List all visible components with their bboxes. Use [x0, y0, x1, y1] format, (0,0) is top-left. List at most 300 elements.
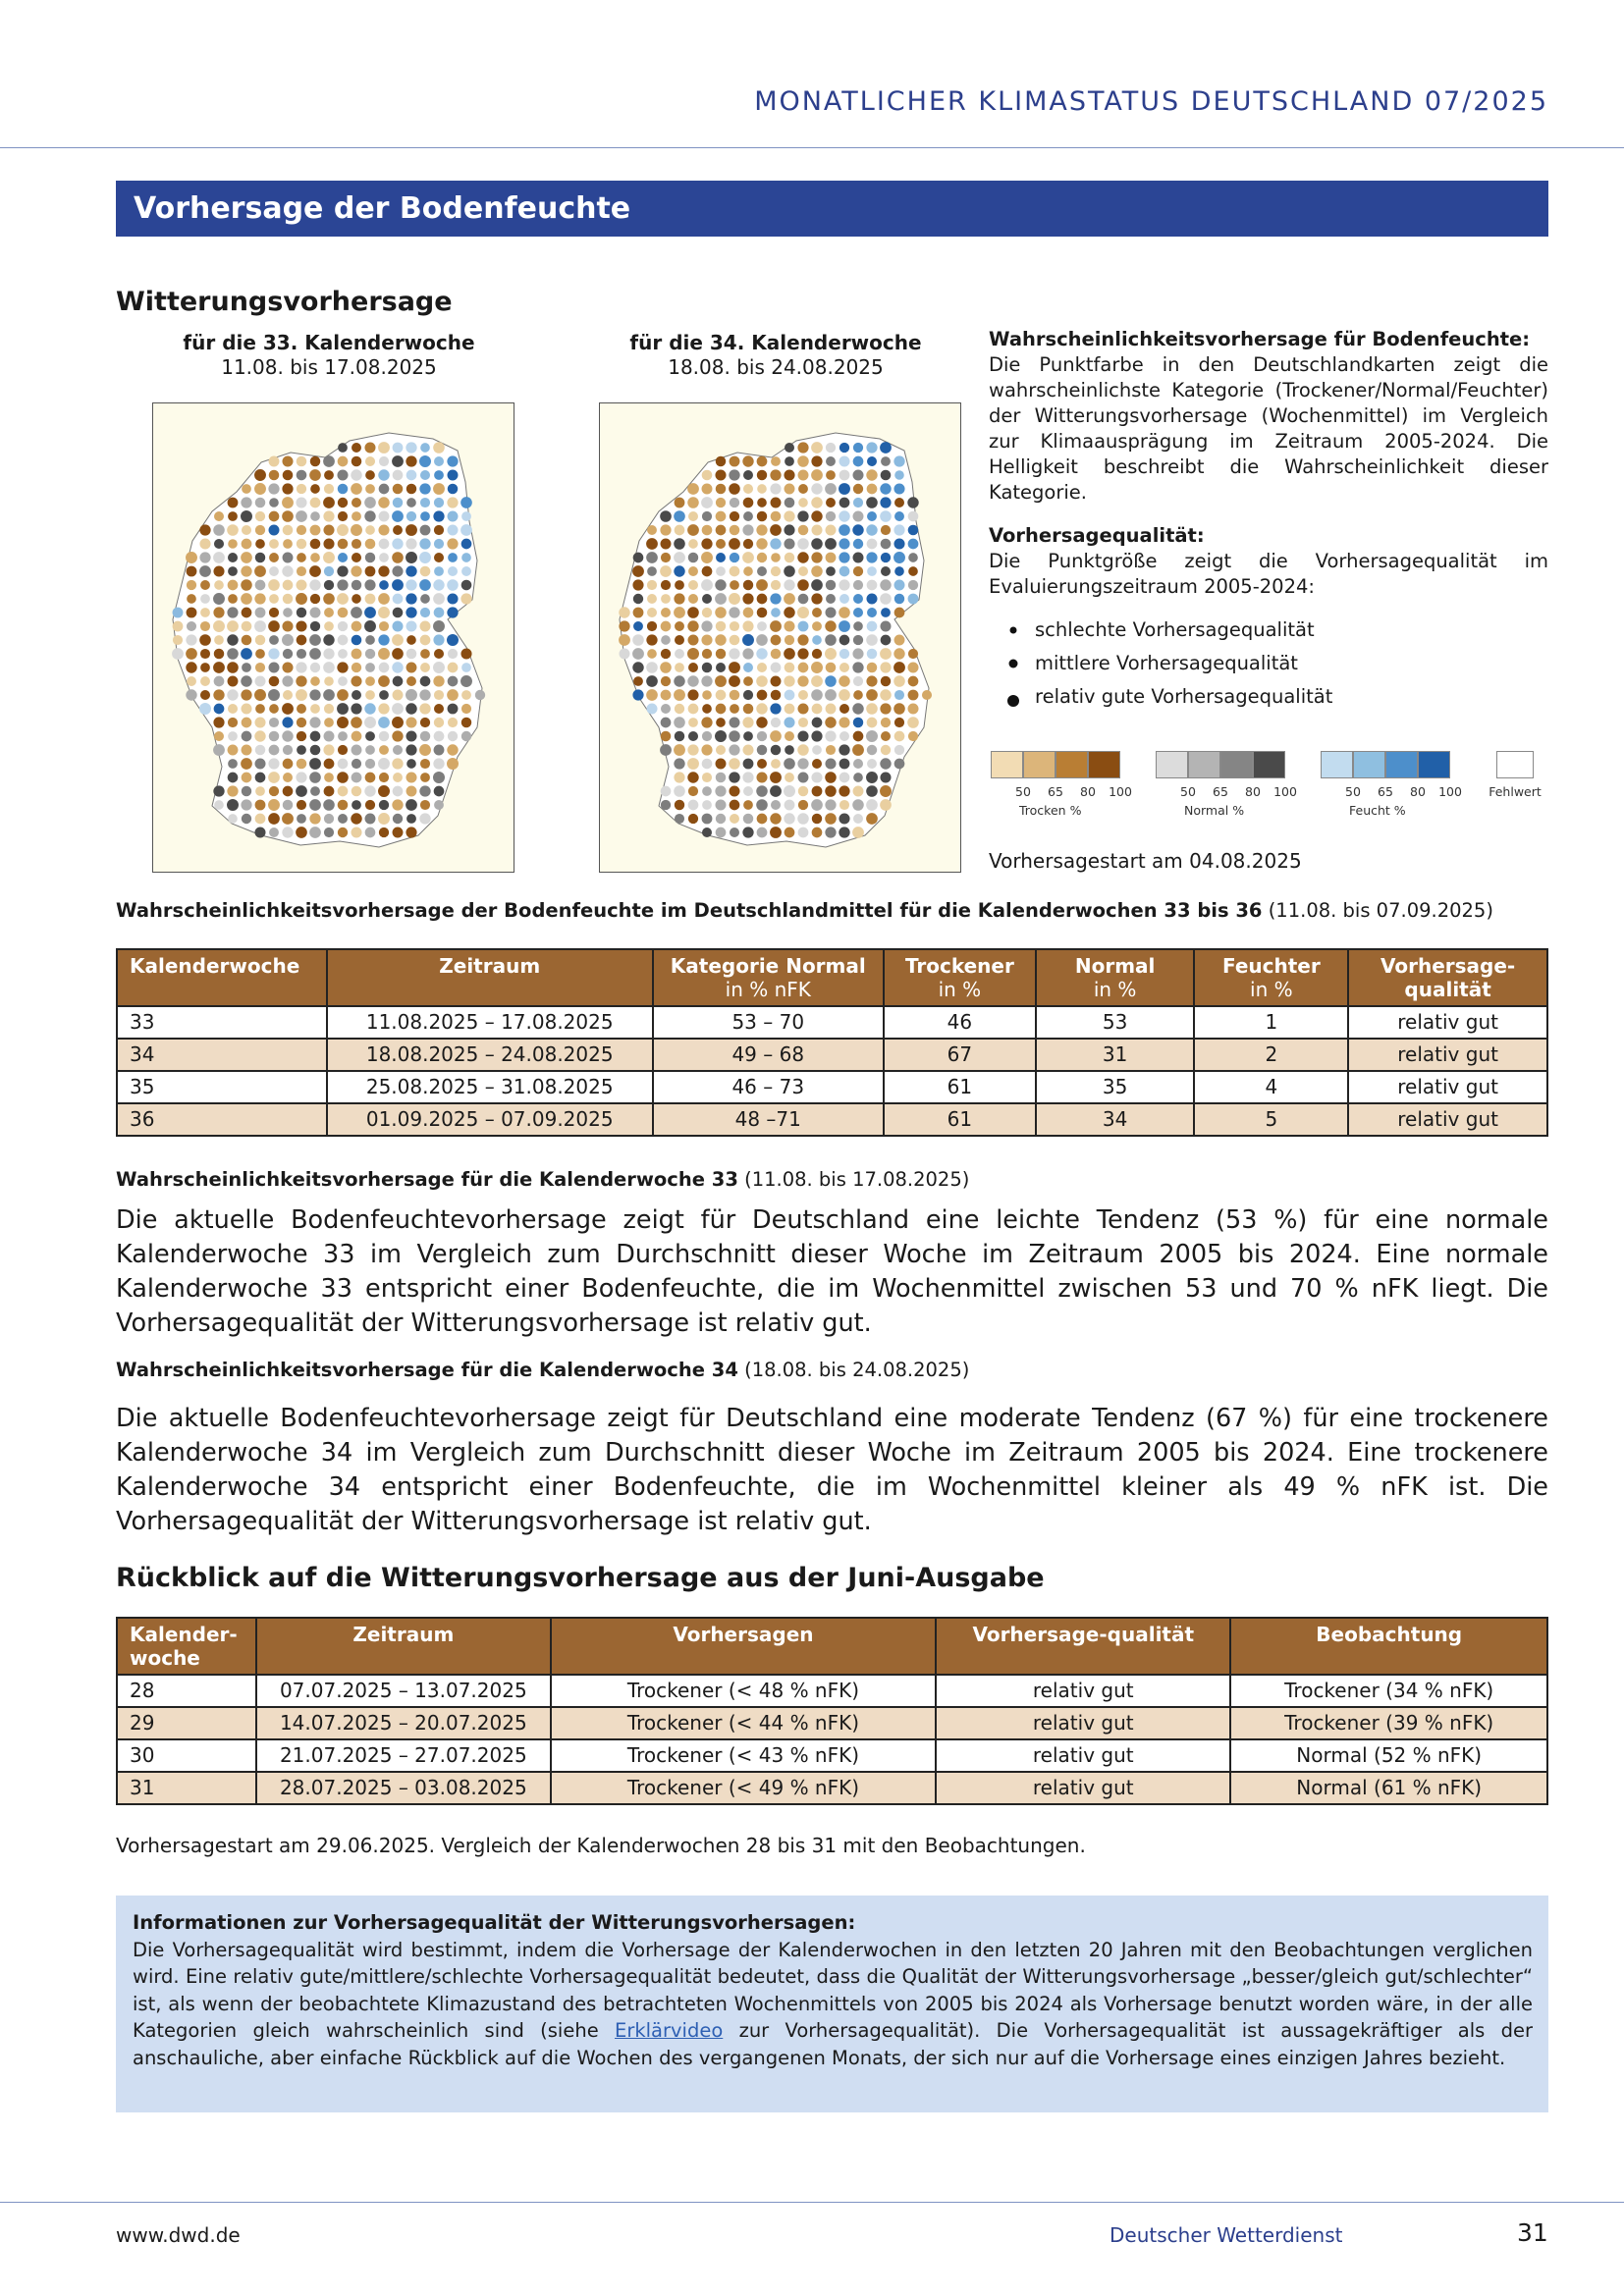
forecast-dot [770, 469, 781, 480]
forecast-dot [227, 648, 239, 660]
forecast-dot [797, 648, 808, 659]
forecast-dot [364, 703, 375, 714]
forecast-dot [420, 800, 430, 810]
forecast-dot [798, 470, 809, 481]
colorbar-tick: 65 [1048, 784, 1063, 799]
forecast-dot [406, 717, 416, 727]
forecast-dot [460, 648, 471, 659]
forecast-dot [323, 538, 334, 549]
forecast-dot [715, 593, 727, 605]
forecast-dot [282, 730, 293, 741]
review-cell: 14.07.2025 – 20.07.2025 [256, 1707, 551, 1739]
forecast-dot [757, 828, 768, 838]
review-row [117, 1675, 1547, 1707]
forecast-dot [784, 565, 795, 577]
forecast-dot [420, 470, 430, 480]
forecast-dot [269, 786, 279, 796]
review-cell: 31 [117, 1772, 256, 1804]
forecast-dot [785, 484, 795, 495]
forecast-dot [338, 731, 348, 741]
forecast-dot [811, 772, 822, 782]
forecast-dot [406, 799, 417, 811]
forecast-dot [797, 703, 808, 714]
forecast-dot [199, 538, 210, 549]
forecast-dot [687, 772, 698, 782]
forecast-dot [323, 662, 335, 673]
forecast-dot [812, 608, 822, 617]
forecast-dot [448, 718, 458, 727]
forecast-dot [812, 759, 822, 769]
forecast-dot [228, 704, 238, 714]
forecast-dot [186, 689, 196, 700]
forecast-dot [448, 484, 459, 495]
forecast-dot [352, 456, 362, 467]
forecast-dot [743, 676, 753, 686]
forecast-dot [646, 689, 658, 701]
forecast-dot [771, 663, 782, 673]
forecast-dot [743, 511, 753, 521]
forecast-dot [173, 608, 184, 618]
map-kw34-graphic [600, 403, 960, 872]
forecast-dot [187, 621, 196, 631]
forecast-dot [364, 510, 375, 521]
forecast-dot [296, 497, 306, 507]
forecast-dot [420, 498, 430, 507]
forecast-dot [324, 786, 335, 797]
review-header: Kalender-woche [117, 1618, 256, 1675]
forecast-dot [647, 594, 657, 604]
forecast-dot [716, 498, 726, 507]
forecast-dot [716, 745, 726, 755]
forecast-dot [448, 525, 459, 536]
forecast-dot [702, 649, 712, 659]
forecast-dot [880, 442, 892, 454]
forecast-dot [757, 594, 768, 605]
forecast-dot [811, 565, 822, 576]
forecast-dot [323, 634, 334, 645]
forecast-dot [419, 813, 430, 824]
forecast-dot [784, 758, 795, 770]
forecast-dot [881, 718, 891, 727]
forecast-dot [241, 799, 251, 810]
forecast-dot [756, 634, 768, 646]
forecast-dot [702, 704, 712, 714]
forecast-dot [797, 552, 808, 562]
forecast-dot [702, 759, 713, 770]
footer-url[interactable]: www.dwd.de [116, 2223, 241, 2247]
header-divider [0, 147, 1624, 148]
forecast-dot [675, 621, 684, 631]
forecast-dot [880, 662, 891, 672]
forecast-dot [461, 704, 471, 714]
forecast-dot [309, 758, 321, 770]
forecast-dot [228, 718, 238, 727]
forecast-dot [907, 497, 918, 507]
forecast-dot [352, 594, 361, 604]
forecast-dot [825, 689, 837, 701]
forecast-dot [419, 703, 430, 714]
forecast-dot [757, 566, 767, 576]
explainer-video-link[interactable]: Erklärvideo [615, 2019, 724, 2042]
forecast-dot [743, 566, 753, 576]
forecast-dot [908, 649, 918, 659]
forecast-dot [214, 676, 225, 687]
forecast-dot [365, 594, 376, 605]
colorbar-swatch [1253, 751, 1285, 778]
forecast-dot [893, 483, 904, 494]
forecast-dot [323, 744, 334, 755]
forecast-dot [784, 675, 794, 686]
forecast-dot [867, 566, 877, 576]
table1-row [117, 1103, 1547, 1136]
forecast-dot [227, 634, 238, 645]
forecast-dot [866, 675, 877, 686]
forecast-dot [881, 470, 892, 481]
forecast-dot [785, 828, 795, 838]
forecast-dot [448, 649, 458, 659]
forecast-dot [379, 731, 389, 741]
forecast-dot [379, 553, 389, 562]
table1-cell: 31 [1036, 1039, 1195, 1071]
forecast-dot [812, 814, 822, 824]
forecast-dot [688, 539, 698, 549]
forecast-dot [715, 634, 726, 645]
forecast-dot [797, 730, 808, 741]
forecast-dot [633, 676, 643, 686]
forecast-dot [688, 718, 698, 727]
forecast-dot [880, 648, 892, 660]
forecast-dot [839, 744, 849, 755]
forecast-dot [674, 552, 685, 563]
forecast-dot [853, 484, 863, 494]
forecast-dot [853, 690, 863, 700]
forecast-dot [771, 511, 782, 522]
forecast-dot [784, 717, 794, 727]
forecast-dot [881, 553, 891, 562]
forecast-dot [420, 621, 431, 632]
forecast-dot [742, 524, 753, 535]
forecast-dot [839, 689, 850, 701]
forecast-dot [338, 676, 348, 686]
forecast-dot [853, 773, 863, 782]
forecast-dot [324, 566, 334, 576]
forecast-dot [434, 553, 444, 562]
forecast-dot [187, 676, 196, 686]
forecast-dot [661, 786, 672, 797]
forecast-dot [866, 730, 878, 742]
forecast-dot [447, 744, 458, 755]
forecast-dot [880, 785, 892, 797]
forecast-dot [687, 675, 698, 686]
forecast-dot [798, 594, 809, 605]
review-cell: 28.07.2025 – 03.08.2025 [256, 1772, 551, 1804]
forecast-dot [661, 621, 672, 632]
forecast-dot [241, 703, 251, 714]
forecast-dot [269, 608, 279, 617]
forecast-dot [338, 745, 348, 755]
forecast-dot [461, 690, 471, 700]
forecast-dot [688, 566, 698, 576]
forecast-dot [811, 799, 823, 811]
forecast-dot [730, 690, 740, 701]
forecast-dot [365, 663, 375, 672]
forecast-dot [674, 607, 685, 618]
forecast-dot [296, 579, 306, 590]
forecast-dot [268, 758, 279, 769]
forecast-dot [742, 593, 753, 604]
forecast-dot [632, 648, 644, 660]
forecast-dot [797, 455, 808, 466]
forecast-dot [687, 483, 699, 495]
forecast-dot [352, 553, 361, 562]
forecast-dot [785, 690, 795, 701]
forecast-dot [310, 731, 321, 742]
forecast-dot [701, 538, 712, 549]
forecast-dot [241, 593, 252, 605]
forecast-dot [447, 607, 458, 617]
forecast-dot [406, 455, 416, 466]
forecast-dot [187, 594, 196, 604]
forecast-dot [187, 608, 197, 618]
forecast-dot [716, 484, 727, 495]
forecast-dot [881, 676, 891, 686]
forecast-dot [797, 442, 808, 453]
forecast-dot [297, 553, 306, 562]
forecast-dot [338, 759, 349, 770]
forecast-dot [365, 828, 376, 838]
forecast-dot [351, 469, 361, 480]
forecast-dot [406, 649, 417, 660]
forecast-dot [852, 648, 863, 659]
forecast-dot [406, 593, 416, 604]
forecast-dot [379, 690, 389, 700]
forecast-dot [338, 553, 348, 562]
forecast-dot [798, 484, 808, 494]
forecast-dot [351, 717, 362, 728]
forecast-dot [296, 827, 307, 838]
forecast-dot [660, 524, 671, 535]
forecast-dot [797, 607, 809, 618]
forecast-dot [227, 785, 238, 796]
forecast-dot [351, 813, 361, 824]
kw34-text: Die aktuelle Bodenfeuchtevorhersage zeigt für Deutschland eine moderate Tendenz (67 %) für eine trockenere Kalenderwoche 34 im Vergleich zum Durchschnitt dieser Woche im Zeitraum 2005 bis 2024. Eine trockenere Kalenderwoche 34 entspricht einer Bodenfeuchte, die im Wochenmittel kleiner als 49 % nFK ist. Die Vorhersagequalität der Witterungsvorhersage ist relativ gut. [116, 1404, 1548, 1536]
forecast-dot [393, 608, 404, 618]
forecast-dot [785, 663, 795, 673]
forecast-dot [893, 662, 905, 673]
forecast-dot [420, 608, 430, 617]
forecast-dot [228, 580, 239, 591]
forecast-dot [254, 620, 266, 632]
forecast-dot [811, 510, 822, 521]
forecast-dot [200, 621, 210, 631]
forecast-dot [729, 648, 739, 659]
forecast-dot [730, 553, 739, 562]
forecast-dot [255, 525, 265, 535]
table1-cell: 46 – 73 [653, 1071, 884, 1103]
forecast-dot [268, 648, 279, 659]
forecast-dot [716, 828, 727, 838]
forecast-dot [242, 484, 251, 494]
forecast-dot [894, 759, 905, 770]
forecast-dot [894, 608, 905, 618]
forecast-dot [675, 635, 684, 645]
forecast-dot [309, 689, 320, 700]
forecast-dot [812, 828, 823, 838]
forecast-dot [675, 663, 684, 672]
forecast-dot [393, 594, 404, 605]
forecast-dot [743, 800, 753, 810]
forecast-dot [619, 620, 629, 631]
colorbar-group-label: Normal % [1184, 803, 1245, 818]
forecast-dot [729, 744, 739, 755]
forecast-dot [785, 745, 794, 755]
forecast-dot [797, 758, 808, 769]
kw34-caption: Wahrscheinlichkeitsvorhersage für die Kalenderwoche 34 (18.08. bis 24.08.2025) [116, 1359, 970, 1381]
forecast-dot [743, 580, 753, 590]
forecast-dot [419, 552, 431, 563]
forecast-dot [771, 456, 781, 466]
forecast-dot [268, 799, 280, 811]
forecast-dot [757, 498, 767, 507]
forecast-dot [702, 690, 712, 700]
forecast-dot [757, 456, 768, 467]
colorbar-swatch [1088, 751, 1120, 778]
review-cell: Normal (52 % nFK) [1230, 1739, 1547, 1772]
forecast-dot [785, 498, 795, 508]
forecast-dot [853, 621, 863, 631]
forecast-dot [283, 773, 293, 782]
forecast-dot [337, 469, 348, 480]
forecast-dot [881, 731, 891, 741]
forecast-dot [255, 745, 266, 756]
forecast-dot [268, 620, 280, 632]
forecast-dot [784, 813, 794, 824]
forecast-dot [352, 731, 362, 742]
forecast-dot [214, 704, 225, 715]
forecast-dot [894, 498, 904, 507]
forecast-dot [771, 745, 781, 755]
forecast-dot [297, 566, 306, 576]
table1-header: Normal in % [1036, 949, 1195, 1006]
forecast-dot [378, 497, 389, 507]
forecast-dot [242, 814, 251, 824]
forecast-dot [771, 580, 781, 590]
forecast-dot [893, 648, 904, 659]
forecast-dot [867, 649, 877, 659]
forecast-dot [310, 676, 320, 686]
forecast-dot [242, 525, 251, 535]
forecast-dot [282, 455, 293, 466]
forecast-dot [378, 758, 390, 770]
large-dot-icon [1007, 695, 1019, 707]
forecast-dot [393, 443, 404, 454]
forecast-dot [688, 731, 698, 741]
forecast-dot [785, 635, 794, 645]
forecast-dot [310, 745, 321, 756]
forecast-dot [269, 704, 279, 714]
forecast-dot [364, 717, 376, 728]
forecast-dot [757, 814, 768, 825]
forecast-dot [255, 814, 266, 825]
forecast-dot [269, 594, 279, 604]
forecast-dot [866, 442, 877, 453]
forecast-dot [785, 773, 794, 782]
forecast-dot [866, 813, 878, 825]
legend-description [989, 327, 1548, 714]
forecast-dot [255, 553, 265, 562]
forecast-dot [853, 566, 863, 576]
forecast-dot [675, 649, 684, 659]
forecast-dot [269, 553, 279, 562]
forecast-dot [200, 608, 210, 617]
forecast-dot [811, 675, 823, 687]
forecast-dot [254, 730, 265, 741]
table1-cell: 1 [1194, 1006, 1348, 1039]
forecast-dot [756, 717, 767, 727]
forecast-dot [716, 621, 726, 631]
forecast-dot [365, 814, 376, 825]
forecast-dot [406, 498, 416, 507]
forecast-dot [852, 744, 864, 756]
forecast-dot [839, 704, 849, 714]
forecast-dot [324, 484, 334, 494]
forecast-dot [825, 538, 837, 550]
forecast-dot [743, 608, 754, 618]
forecast-dot [241, 579, 251, 590]
forecast-dot [619, 634, 630, 646]
forecast-dot [908, 566, 918, 576]
forecast-dot [297, 608, 306, 617]
forecast-dot [839, 498, 850, 508]
forecast-dot [702, 484, 713, 495]
forecast-dot [297, 456, 307, 467]
forecast-dot [812, 745, 822, 755]
forecast-dot [352, 690, 361, 700]
forecast-dot [688, 814, 698, 824]
forecast-dot [811, 497, 822, 507]
forecast-dot [797, 634, 808, 645]
forecast-dot [460, 497, 472, 508]
forecast-dot [241, 689, 251, 700]
forecast-dot [241, 497, 251, 507]
forecast-dot [255, 580, 266, 591]
forecast-dot [269, 498, 279, 507]
forecast-dot [784, 469, 794, 480]
forecast-dot [365, 539, 376, 550]
forecast-dot [742, 744, 753, 755]
forecast-dot [757, 511, 767, 521]
forecast-dot [880, 799, 892, 811]
forecast-dot [880, 758, 891, 769]
forecast-dot [825, 607, 836, 617]
forecast-dot [771, 690, 782, 701]
forecast-dot [434, 498, 444, 507]
forecast-dot [811, 593, 822, 604]
forecast-dot [839, 759, 850, 770]
review-cell: relativ gut [936, 1707, 1230, 1739]
forecast-dot [461, 663, 471, 672]
forecast-dot [743, 731, 753, 741]
info-text: Die Vorhersagequalität wird bestimmt, indem die Vorhersage der Kalenderwochen in den letzten 20 Jahren mit den Beobachtungen verglichen wird. Eine relativ gute/mittlere/schlechte Vorhersagequalität bedeutet, dass die Qualität der Witterungsvorhersage „besser/gleich gut/schlechter“ ist, als wenn der beobachtete Klimazustand des betrachteten Wochenmittels von 2005 bis 2024 als Vorhersage benutzt worden wäre, in der alle Kategorien gleich wahrscheinlich sind (siehe [133, 1938, 1533, 2042]
forecast-dot [254, 675, 265, 686]
forecast-dot [337, 524, 349, 536]
forecast-dot [309, 799, 321, 811]
forecast-dot [199, 634, 211, 646]
forecast-dot [743, 704, 754, 715]
forecast-dot [324, 814, 334, 824]
forecast-dot [880, 703, 891, 714]
forecast-dot [688, 553, 698, 562]
